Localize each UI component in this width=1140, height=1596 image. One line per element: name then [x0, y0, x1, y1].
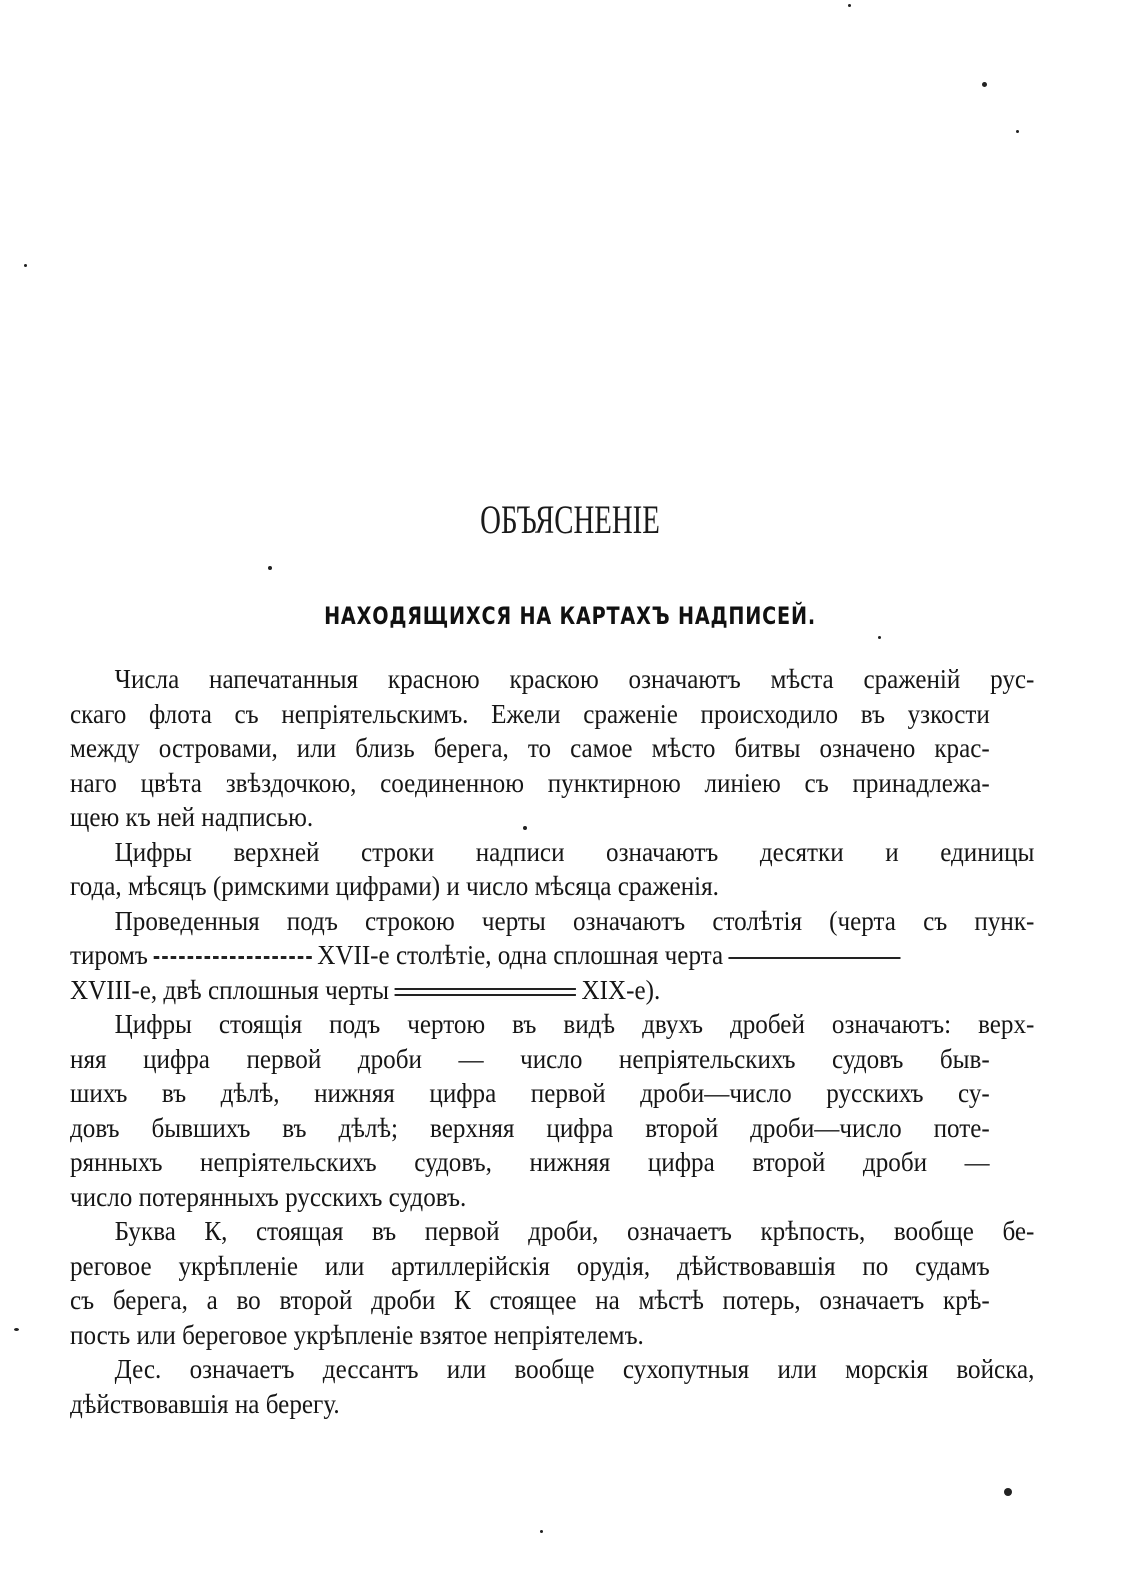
scan-speck: [878, 636, 881, 639]
scan-speck: [1016, 130, 1019, 133]
scan-speck: [14, 1328, 19, 1331]
text-line: года, мѣсяцъ (римскими цифрами) и число мѣсяца сраженія.: [70, 871, 719, 901]
text-line: пость или береговое укрѣпленіе взятое непріятелемъ.: [70, 1319, 644, 1350]
scan-speck: [1004, 1488, 1012, 1496]
text-line: съ берега, а во второй дроби К стоящее на мѣстѣ потерь, означаетъ крѣ-: [70, 1285, 990, 1315]
page-title: ОБЪЯСНЕНІЕ: [480, 497, 660, 542]
dash-dot-rule: [154, 956, 312, 959]
text-line: дѣйствовавшія на берегу.: [70, 1388, 340, 1419]
paragraph-2: [70, 835, 1035, 904]
text-line: довъ бывшихъ въ дѣлѣ; верхняя цифра второй дроби—число поте-: [70, 1112, 990, 1143]
text-line: шихъ въ дѣлѣ, нижняя цифра первой дроби—число русскихъ су-: [70, 1078, 990, 1108]
text-line: щею къ ней надписью.: [70, 802, 314, 832]
rule-example-line: [70, 973, 990, 1008]
rule-example-line: [70, 938, 990, 973]
text-line: рянныхъ непріятельскихъ судовъ, нижняя цифра второй дроби —: [70, 1147, 990, 1177]
text-line: реговое укрѣпленіе или артиллерійскія орудія, дѣйствовавшія по судамъ: [70, 1250, 990, 1281]
text-line: Проведенныя подъ строкою черты означаютъ столѣтія (черта съ пунк-: [114, 905, 1035, 936]
paragraph-6: [70, 1352, 1035, 1421]
rule-label-text: XVIII-е, двѣ сплошныя черты: [70, 974, 389, 1005]
paragraph-4: [70, 1007, 1035, 1214]
paragraph-3: [70, 904, 1035, 1008]
text-line: Цифры стоящія подъ чертою въ видѣ двухъ дробей означаютъ: верх-: [114, 1009, 1035, 1039]
text-line: скаго флота съ непріятельскимъ. Ежели сраженіе происходило въ узкости: [70, 698, 990, 729]
double-rule: [395, 988, 576, 996]
single-rule: [729, 957, 901, 959]
text-line: между островами, или близь берега, то самое мѣсто битвы означено крас-: [70, 733, 990, 763]
scan-speck: [24, 264, 27, 267]
paragraph-1: [70, 662, 1035, 835]
paragraph-5: [70, 1214, 1035, 1352]
scan-speck: [848, 4, 851, 7]
text-line: Числа напечатанныя красною краскою означаютъ мѣста сраженій рус-: [114, 664, 1035, 694]
text-line: Цифры верхней строки надписи означаютъ десятки и единицы: [114, 836, 1035, 867]
scan-speck: [523, 826, 527, 830]
text-line: Дес. означаетъ дессантъ или вообще сухопутныя или морскія войска,: [114, 1354, 1035, 1384]
scan-speck: [540, 1530, 543, 1533]
scan-speck: [982, 82, 987, 87]
rule-label-text: тиромъ: [70, 940, 148, 970]
text-line: число потерянныхъ русскихъ судовъ.: [70, 1181, 467, 1212]
rule-label-text: XVII-е столѣтіе, одна сплошная черта: [317, 940, 724, 970]
rule-label-text: XIX-е).: [581, 974, 661, 1005]
page-subtitle: НАХОДЯЩИХСЯ НА КАРТАХЪ НАДПИСЕЙ.: [324, 602, 816, 630]
text-line: няя цифра первой дроби — число непріятельскихъ судовъ быв-: [70, 1043, 990, 1074]
body-text: [70, 662, 1035, 1421]
text-line: наго цвѣта звѣздочкою, соединенною пунктирною линіею съ принадлежа-: [70, 767, 990, 798]
scan-speck: [268, 566, 272, 570]
text-line: Буква К, стоящая въ первой дроби, означаетъ крѣпость, вообще бе-: [114, 1216, 1035, 1246]
